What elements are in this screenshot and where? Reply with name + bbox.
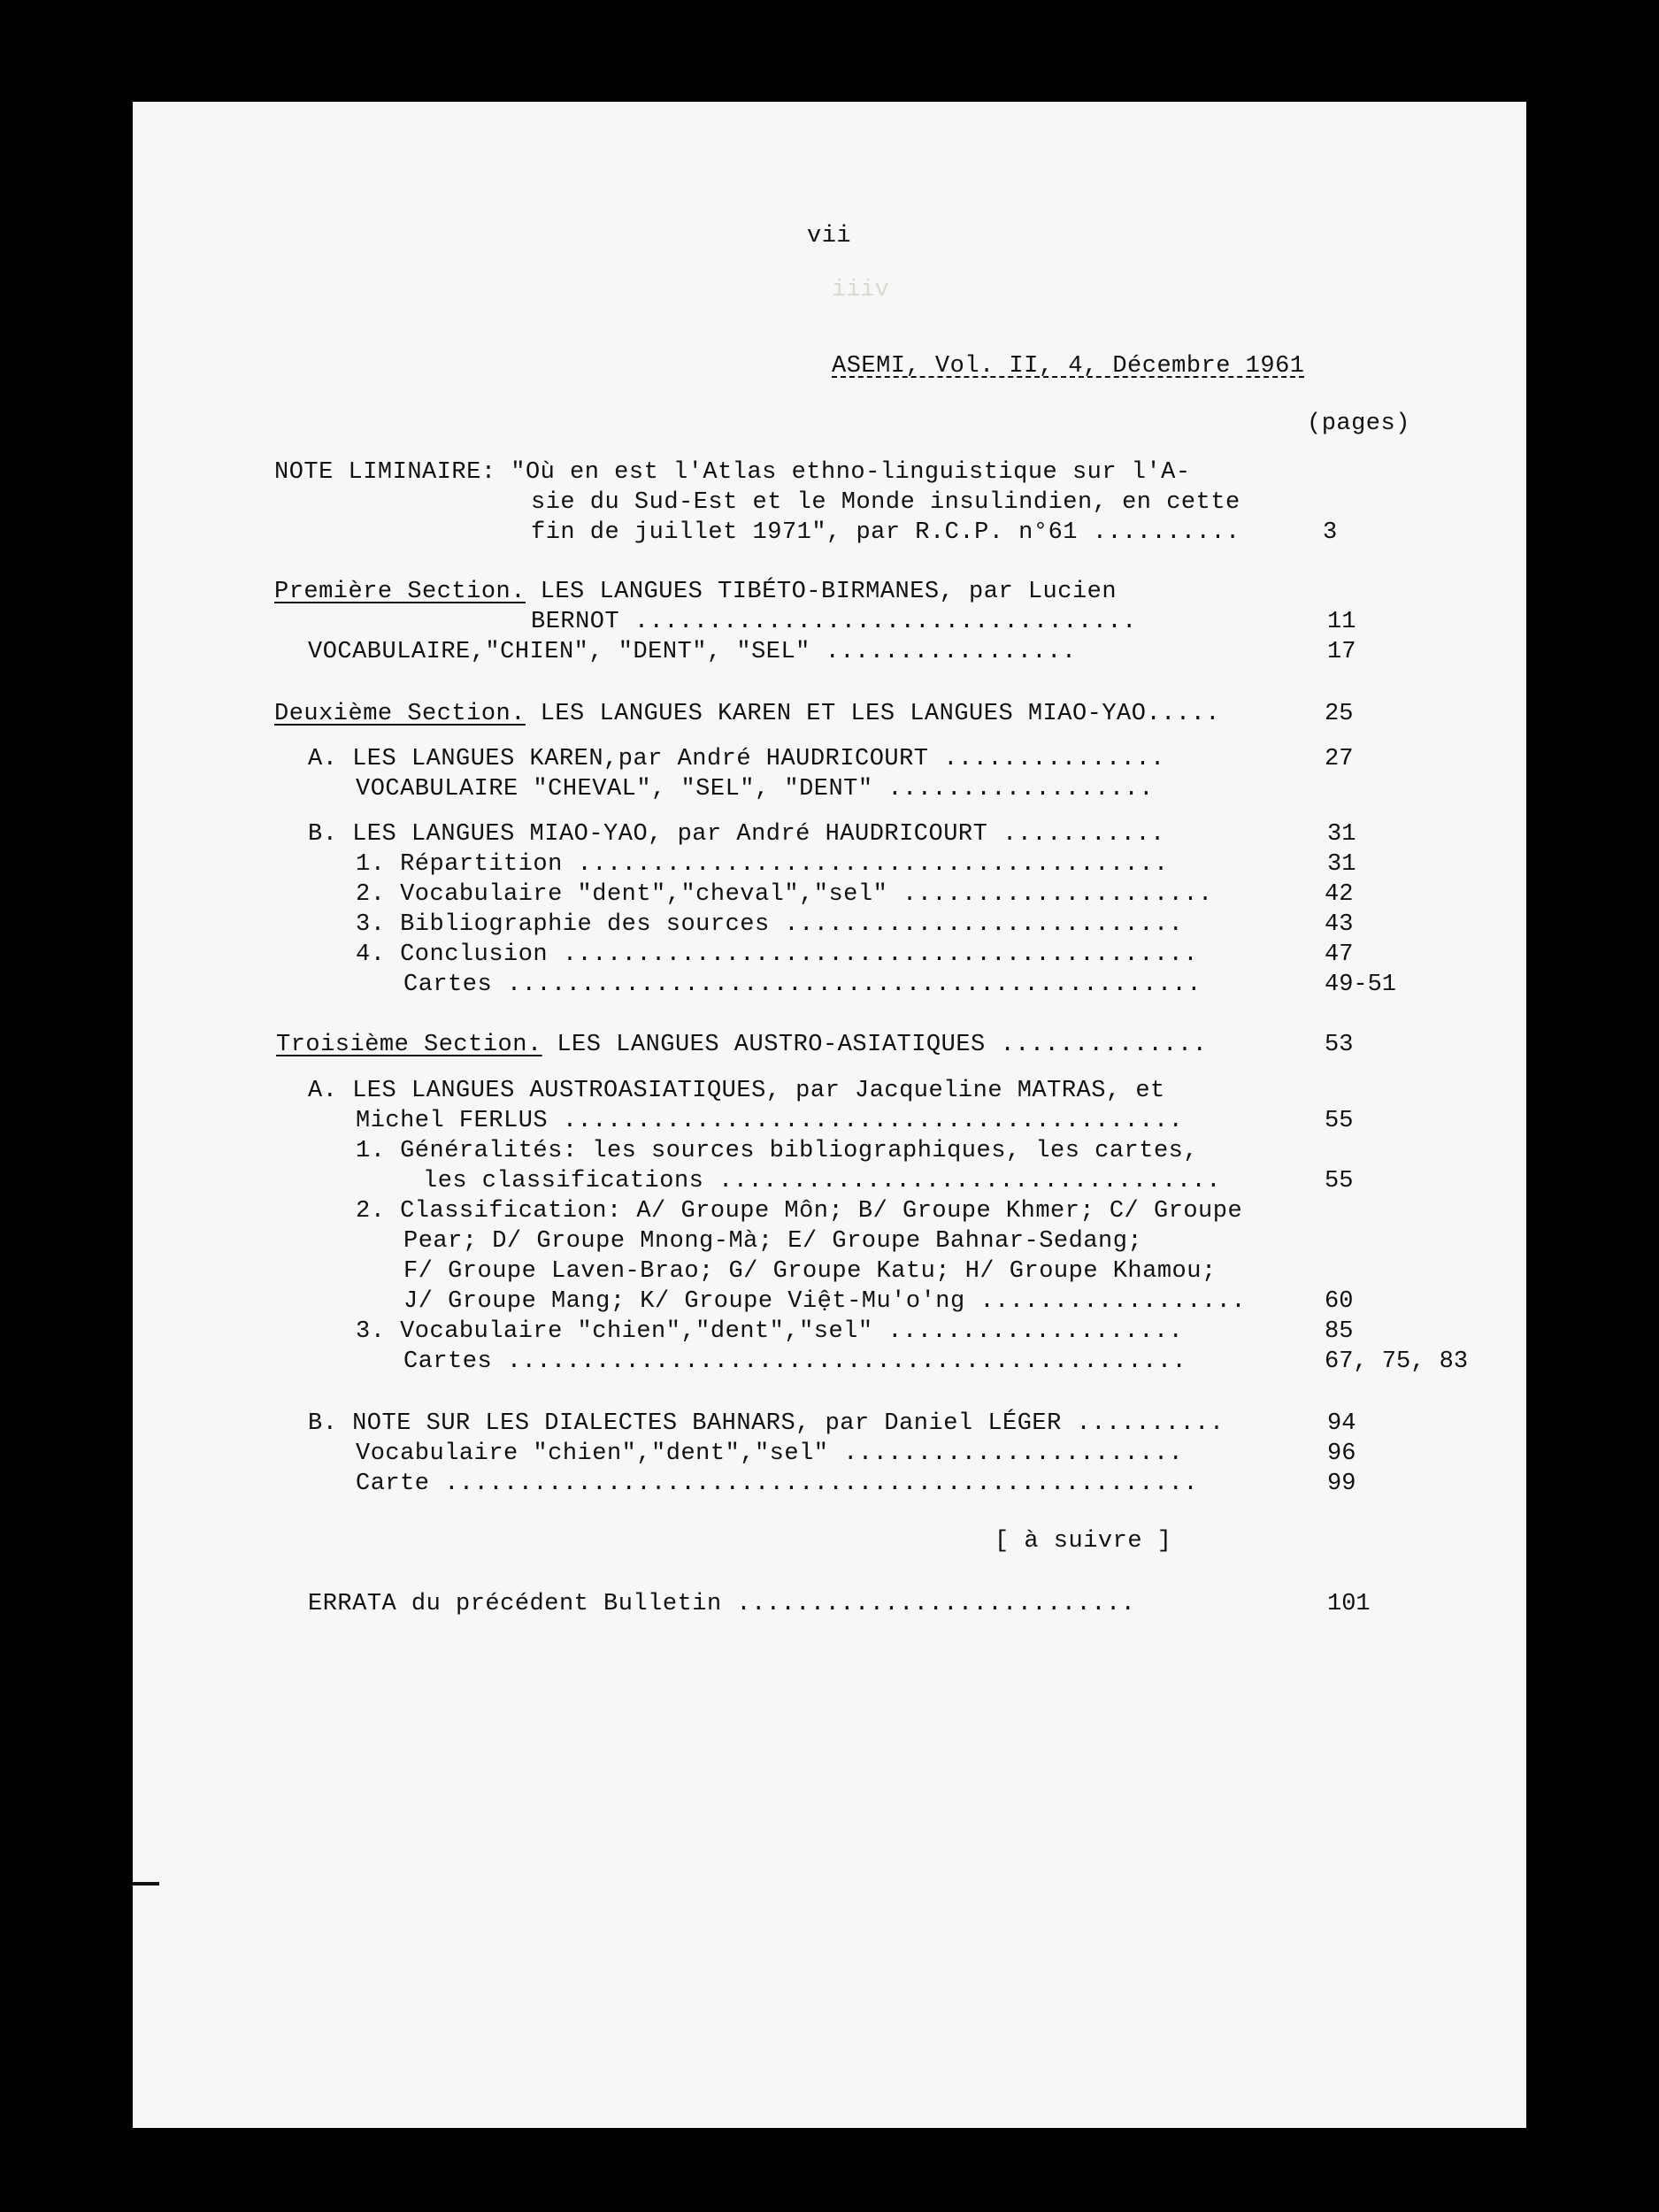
toc-page-number: 96 bbox=[1327, 1440, 1356, 1467]
toc-entry: Carte ................................................... bbox=[356, 1471, 1199, 1497]
toc-entry: 1. Généralités: les sources bibliographiques, les cartes, bbox=[356, 1138, 1199, 1164]
toc-entry: Cartes ............................................... bbox=[403, 972, 1202, 998]
toc-page-number: 55 bbox=[1325, 1168, 1354, 1194]
toc-page-number: 25 bbox=[1325, 701, 1354, 727]
continued-note: [ à suivre ] bbox=[995, 1528, 1172, 1555]
toc-page-number: 3 bbox=[1323, 519, 1338, 546]
toc-entry: B. NOTE SUR LES DIALECTES BAHNARS, par Daniel LÉGER .......... bbox=[308, 1410, 1225, 1437]
section-heading bbox=[274, 703, 1220, 726]
toc-entry: BERNOT .................................. bbox=[531, 609, 1137, 635]
toc-page-number: 27 bbox=[1325, 746, 1354, 772]
toc-page-number: 31 bbox=[1327, 851, 1356, 878]
toc-page-number: 11 bbox=[1327, 609, 1356, 635]
section-label: Troisième Section. bbox=[276, 1032, 542, 1058]
toc-page-number: 17 bbox=[1327, 639, 1356, 665]
toc-page-number: 67, 75, 83 bbox=[1325, 1348, 1469, 1375]
toc-entry: F/ Groupe Laven-Brao; G/ Groupe Katu; H/ Groupe Khamou; bbox=[403, 1258, 1217, 1285]
toc-entry: VOCABULAIRE,"CHIEN", "DENT", "SEL" ................. bbox=[308, 639, 1077, 665]
section-title: LES LANGUES AUSTRO-ASIATIQUES .............. bbox=[541, 1032, 1208, 1058]
toc-entry: sie du Sud-Est et le Monde insulindien, en cette bbox=[531, 489, 1240, 516]
toc-entry: 2. Vocabulaire "dent","cheval","sel" ..................... bbox=[356, 881, 1213, 908]
toc-entry: les classifications .................................. bbox=[423, 1168, 1221, 1194]
toc-entry: 1. Répartition ........................................ bbox=[356, 851, 1169, 878]
toc-page-number: 31 bbox=[1327, 821, 1356, 848]
toc-entry: Pear; D/ Groupe Mnong-Mà; E/ Groupe Bahnar-Sedang; bbox=[403, 1228, 1143, 1255]
section-title: LES LANGUES KAREN ET LES LANGUES MIAO-YAO..... bbox=[525, 701, 1220, 727]
section-heading bbox=[276, 1033, 1207, 1057]
toc-page-number: 101 bbox=[1327, 1591, 1371, 1617]
section-heading bbox=[274, 580, 1117, 604]
toc-entry: 3. Bibliographie des sources ........................... bbox=[356, 911, 1184, 938]
bleed-through-text: iiiv bbox=[832, 277, 889, 303]
toc-entry: 3. Vocabulaire "chien","dent","sel" .................... bbox=[356, 1318, 1184, 1345]
toc-page-number: 55 bbox=[1325, 1108, 1354, 1134]
toc-page-number: 49-51 bbox=[1325, 972, 1397, 998]
edge-mark bbox=[133, 1882, 159, 1886]
toc-entry: A. LES LANGUES KAREN,par André HAUDRICOURT ............... bbox=[308, 746, 1165, 772]
toc-entry: fin de juillet 1971", par R.C.P. n°61 .......... bbox=[531, 519, 1240, 546]
toc-entry: A. LES LANGUES AUSTROASIATIQUES, par Jacqueline MATRAS, et bbox=[308, 1078, 1165, 1104]
toc-page-number: 60 bbox=[1325, 1288, 1354, 1315]
toc-page-number: 85 bbox=[1325, 1318, 1354, 1345]
toc-entry: Cartes .............................................. bbox=[403, 1348, 1187, 1375]
toc-entry: 4. Conclusion ........................................... bbox=[356, 941, 1199, 968]
toc-entry: J/ Groupe Mang; K/ Groupe Việt-Mu'o'ng .................. bbox=[403, 1288, 1247, 1315]
toc-page-number: 42 bbox=[1325, 881, 1354, 908]
bulletin-title: ASEMI, Vol. II, 4, Décembre 1961 bbox=[832, 353, 1305, 380]
toc-page-number: 43 bbox=[1325, 911, 1354, 938]
toc-entry: B. LES LANGUES MIAO-YAO, par André HAUDRICOURT ........... bbox=[308, 821, 1165, 848]
toc-entry: Vocabulaire "chien","dent","sel" ....................... bbox=[356, 1440, 1184, 1467]
toc-entry: 2. Classification: A/ Groupe Môn; B/ Groupe Khmer; C/ Groupe bbox=[356, 1198, 1243, 1225]
section-label: Première Section. bbox=[274, 579, 526, 605]
pages-label: (pages) bbox=[1307, 411, 1410, 437]
toc-entry: NOTE LIMINAIRE: "Où en est l'Atlas ethno-linguistique sur l'A- bbox=[274, 459, 1191, 486]
toc-page-number: 47 bbox=[1325, 941, 1354, 968]
section-label: Deuxième Section. bbox=[274, 701, 526, 727]
toc-page-number: 94 bbox=[1327, 1410, 1356, 1437]
toc-page-number: 53 bbox=[1325, 1032, 1354, 1058]
toc-entry: ERRATA du précédent Bulletin ........................... bbox=[308, 1591, 1136, 1617]
toc-page-number: 99 bbox=[1327, 1471, 1356, 1497]
toc-entry: Michel FERLUS .......................................... bbox=[356, 1108, 1184, 1134]
page-number: vii bbox=[807, 223, 852, 250]
section-title: LES LANGUES TIBÉTO-BIRMANES, par Lucien bbox=[525, 579, 1118, 605]
toc-entry: VOCABULAIRE "CHEVAL", "SEL", "DENT" .................. bbox=[356, 776, 1154, 803]
